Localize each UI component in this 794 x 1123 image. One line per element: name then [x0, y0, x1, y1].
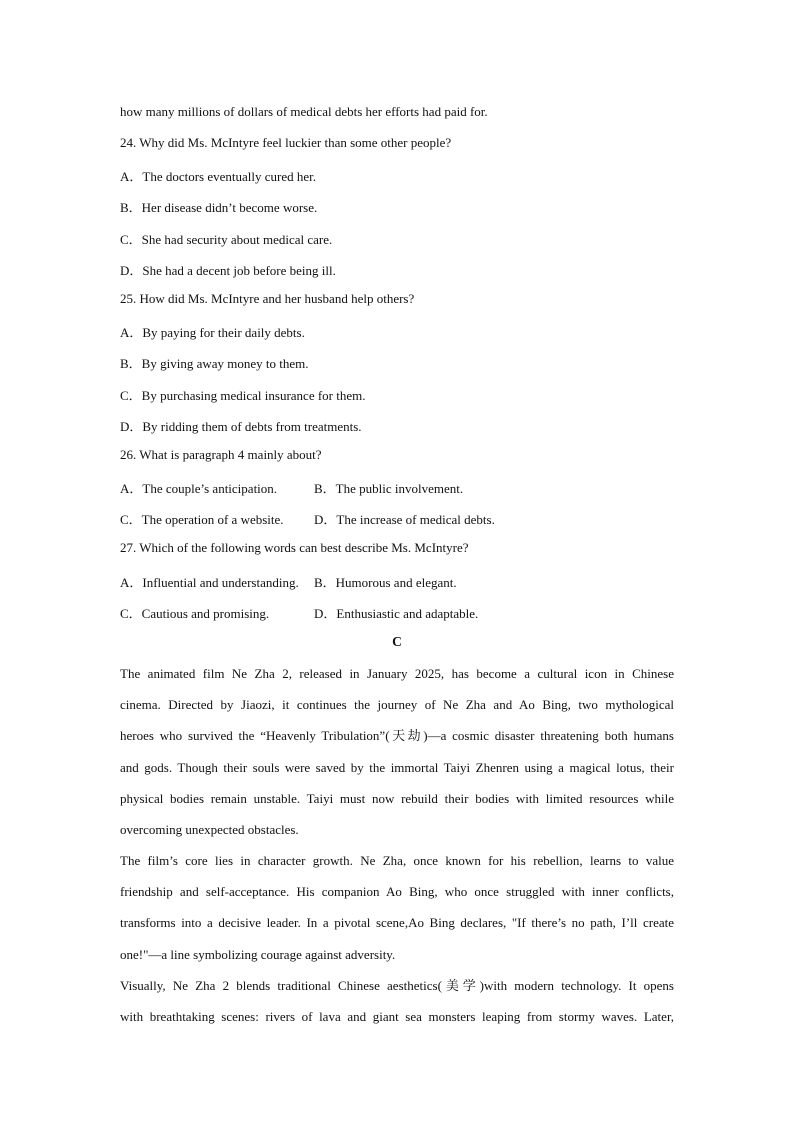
question-26-option-c: C．The operation of a website. — [120, 512, 284, 527]
question-26-option-d: D．The increase of medical debts. — [314, 512, 495, 527]
paragraph-line: Visually, Ne Zha 2 blends traditional Chinese aesthetics(美学)with modern technology. It opens — [120, 978, 674, 993]
paragraph-line: physical bodies remain unstable. Taiyi must now rebuild their bodies with limited resources while — [120, 790, 674, 806]
question-26-option-b: B．The public involvement. — [314, 481, 464, 496]
passage-paragraph-3 — [120, 970, 674, 1032]
passage-paragraph-1 — [120, 658, 674, 845]
question-27-option-c: C．Cautious and promising. — [120, 606, 270, 621]
question-27-option-b: B．Humorous and elegant. — [314, 575, 457, 590]
question-26-stem: 26. What is paragraph 4 mainly about? — [120, 447, 322, 462]
question-26-option-a: A．The couple’s anticipation. — [120, 481, 278, 496]
question-25-option-b: B．By giving away money to them. — [120, 356, 309, 371]
passage-paragraph-2 — [120, 845, 674, 970]
question-24-stem: 24. Why did Ms. McIntyre feel luckier than some other people? — [120, 135, 452, 150]
question-25-option-d: D．By ridding them of debts from treatments. — [120, 419, 362, 434]
paragraph-line: The film’s core lies in character growth. Ne Zha, once known for his rebellion, learns to value — [120, 853, 674, 868]
paragraph-line: cinema. Directed by Jiaozi, it continues the journey of Ne Zha and Ao Bing, two mythological — [120, 697, 674, 713]
question-24-option-d: D．She had a decent job before being ill. — [120, 263, 336, 278]
paragraph-line: with breathtaking scenes: rivers of lava and giant sea monsters leaping from stormy waves. Later, — [120, 1009, 674, 1025]
paragraph-line: friendship and self-acceptance. His companion Ao Bing, who once struggled with inner conflicts, — [120, 884, 674, 900]
paragraph-line: transforms into a decisive leader. In a pivotal scene,Ao Bing declares, "If there’s no path, I’ll create — [120, 915, 674, 931]
question-25-option-c: C．By purchasing medical insurance for them. — [120, 388, 366, 403]
question-24-option-c: C．She had security about medical care. — [120, 232, 333, 247]
continuation-line: how many millions of dollars of medical debts her efforts had paid for. — [120, 104, 488, 119]
question-24-option-a: A．The doctors eventually cured her. — [120, 169, 317, 184]
paragraph-line: The animated film Ne Zha 2, released in January 2025, has become a cultural icon in Chinese — [120, 666, 674, 681]
question-27-option-a: A．Influential and understanding. — [120, 575, 299, 590]
question-27-stem: 27. Which of the following words can best describe Ms. McIntyre? — [120, 540, 469, 555]
question-25-stem: 25. How did Ms. McIntyre and her husband help others? — [120, 291, 415, 306]
paragraph-line: heroes who survived the “Heavenly Tribulation”(天劫)—a cosmic disaster threatening both humans — [120, 728, 674, 744]
section-heading-c: C — [392, 634, 402, 649]
question-25-option-a: A．By paying for their daily debts. — [120, 325, 305, 340]
paragraph-line: one!"—a line symbolizing courage against adversity. — [120, 946, 396, 962]
question-24-option-b: B．Her disease didn’t become worse. — [120, 200, 318, 215]
question-27-option-d: D．Enthusiastic and adaptable. — [314, 606, 479, 621]
paragraph-line: and gods. Though their souls were saved by the immortal Taiyi Zhenren using a magical lotus, their — [120, 759, 674, 775]
paragraph-line: overcoming unexpected obstacles. — [120, 822, 299, 838]
